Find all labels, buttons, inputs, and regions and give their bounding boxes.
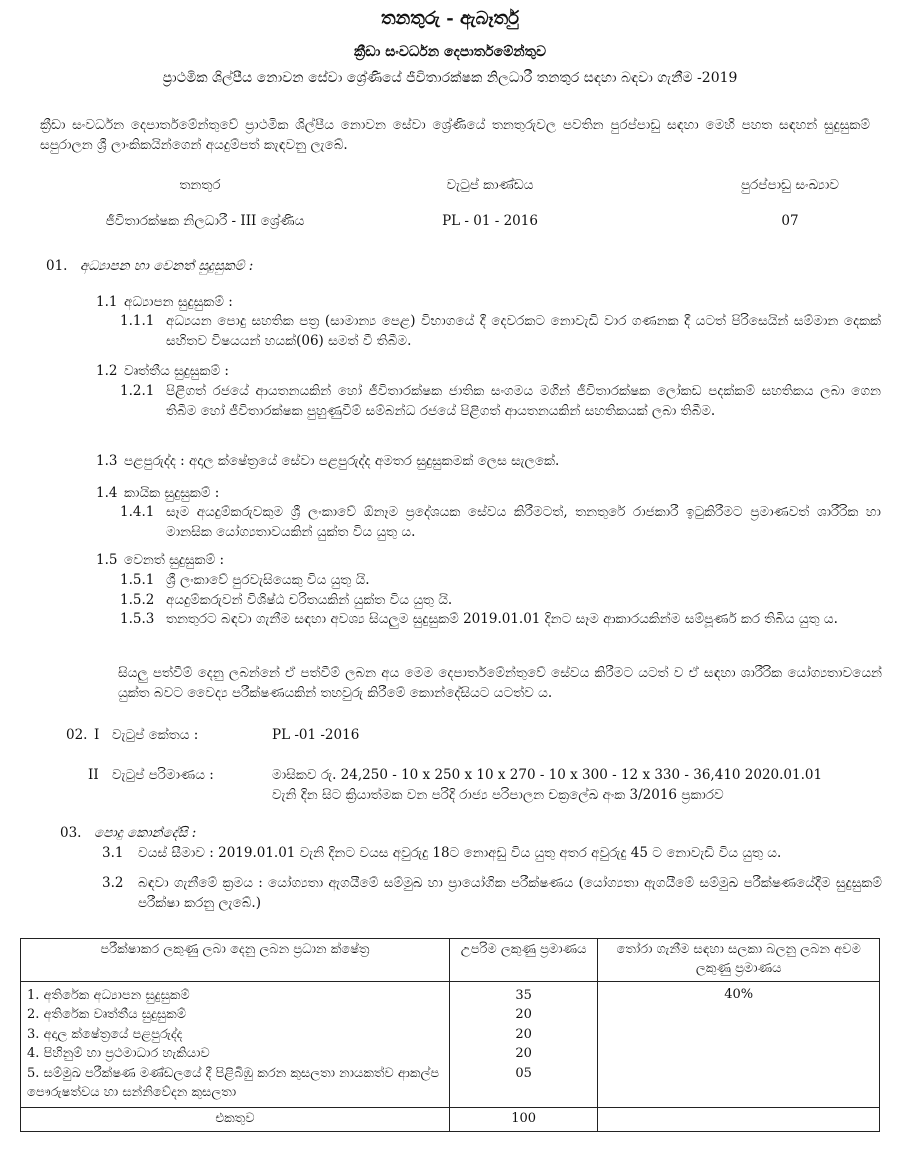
marks-area-item: 1. අතිරේක අධ්‍යාපන සුදුසුකම් xyxy=(27,987,190,1003)
marks-header-area: පරීක්ෂාකර ලකුණු ලබා දෙනු ලබන ප්‍රධාන ක්ෂේත්‍ර xyxy=(21,939,450,982)
page-title: තනතුරු - ඇබෑර්තු xyxy=(381,8,519,29)
salary-scale-line-1: මාසිකව රු. 24,250 - 10 x 250 x 10 x 270 - 10 x 300 - 12 x 330 - 36,410 2020.01.01 xyxy=(272,767,823,783)
salary-code-value: PL -01 -2016 xyxy=(272,727,360,743)
marks-area-item: 3. අදාල ක්ෂේත්‍රයේ පළපුරුද්ද xyxy=(27,1026,183,1042)
vacancy-count-header: පුරප්පාඩු සංඛ්‍යාව xyxy=(741,177,839,193)
s141-number: 1.4.1 xyxy=(120,504,155,520)
s121-number: 1.2.1 xyxy=(120,383,155,399)
marks-areas-cell xyxy=(21,981,450,1107)
s13-number: 1.3 xyxy=(96,453,118,469)
s153-number: 1.5.3 xyxy=(120,611,155,627)
marks-total-value: 100 xyxy=(449,1107,597,1131)
marks-header-min: තෝරා ගැනීම සඳහා සලකා බලනු ලබන අවම ලකුණු ප්‍රමාණය xyxy=(598,939,880,982)
s111-number: 1.1.1 xyxy=(120,313,155,329)
marks-max-value: 35 xyxy=(515,987,532,1003)
s14-title: කායික සුදුසුකම් : xyxy=(124,485,220,501)
section-1-title: අධ්‍යාපන හා වෙනත් සුදුසුකම් : xyxy=(80,258,254,274)
marks-max-value: 05 xyxy=(515,1065,532,1081)
s15-title: වෙනත් සුදුසුකම් : xyxy=(124,552,225,568)
marks-total-empty xyxy=(598,1107,880,1131)
vacancy-count-value: 07 xyxy=(781,213,799,229)
appointment-condition: සියලු පත්වීම් දෙනු ලබන්නේ ඒ පත්වීම් ලබන අය මෙම දෙපාර්තමේන්තුවේ සේවය කිරීමට යටත් ව ඒ සඳහා ශාරීරික යෝග්‍යතාවයෙන් යුක්ත බවට වෛද්‍ය පරීක්ෂණයකින් තහවුරු කිරීමේ කොන්දේසියට යටත්ව ය. xyxy=(118,665,882,701)
s31-text: වයස් සීමාව : 2019.01.01 වැනි දිනට වයස අවුරුදු 18ට නොඅඩු විය යුතු අතර අවුරුදු 45 ට නොවැඩි විය යුතු ය. xyxy=(138,845,782,861)
marks-total-row xyxy=(21,1107,880,1131)
s12-number: 1.2 xyxy=(96,363,118,379)
s111-text: අධ්‍යයන පොදු සහතික පත්‍ර (සාමාන්‍ය පෙළ) විභාගයේ දී දෙවරකට නොවැඩි වාර ගණනක දී යටත් පිරිසෙයින් සම්මාන දෙකක් සහිතව විෂයයන් හයක්(06) සමත් වී තිබීම. xyxy=(166,313,881,349)
section-3-title: පොදු කොන්දේසි : xyxy=(94,825,197,841)
intro-paragraph: ක්‍රීඩා සංවර්ධන දෙපාර්තමේන්තුවේ ප්‍රාථමික ශිල්පීය නොවන සේවා ශ්‍රේණියේ තනතුරුවල පවතින පුරප්පාඩු සඳහා මෙහි පහත සඳහන් සුදුසුකම් සපුරාලන ශ්‍රී ලාංකිකයින්ගෙන් අයදුම්පත් කැඳවනු ලැබේ. xyxy=(40,117,870,153)
s121-text: පිළිගත් රජයේ ආයතනයකින් හෝ ජීවිතාරක්ෂක ජාතික සංගමය මගින් ජීවිතාරක්ෂක ලෝකඩ පදක්කම් සහතිකය ලබා ගෙන තිබීම හෝ ජීවිතාරක්ෂක පුහුණුවීම් සම්බන්ධ රජයේ පිළිගත් ආයතනයකින් සහතිකයක් ලබා තිබීම. xyxy=(166,383,881,419)
salary-code-label-num: I xyxy=(94,727,100,743)
s31-number: 3.1 xyxy=(102,845,124,861)
s11-number: 1.1 xyxy=(96,294,118,310)
marks-min-cell xyxy=(598,981,880,1107)
section-3-number: 03. xyxy=(60,825,82,841)
marks-max-value: 20 xyxy=(515,1046,532,1062)
s11-title: අධ්‍යාපන සුදුසුකම් : xyxy=(124,294,233,310)
marks-table xyxy=(20,938,880,1132)
s151-text: ශ්‍රී ලංකාවේ පුරවැසියෙකු විය යුතු යි. xyxy=(166,572,370,588)
s14-number: 1.4 xyxy=(96,485,118,501)
section-2-number: 02. xyxy=(66,727,88,743)
post-header: තනතුර xyxy=(179,177,221,193)
s152-text: අයදුම්කරුවන් විශිෂ්ඨ චරිතයකින් යුක්ත විය යුතු යි. xyxy=(166,592,453,608)
post-name: ජීවිතාරක්ෂක නිලධාරී - III ශ්‍රේණිය xyxy=(105,213,305,229)
s151-number: 1.5.1 xyxy=(120,572,155,588)
marks-max-value: 20 xyxy=(515,1007,532,1023)
salary-group-header: වැටුප් කාණ්ඩය xyxy=(446,177,534,193)
salary-scale-label: වැටුප් පරිමාණය : xyxy=(112,767,214,783)
section-1-number: 01. xyxy=(46,258,68,274)
marks-area-item: 4. පිහිනුම් හා ප්‍රථමාධාර හැකියාව xyxy=(27,1046,210,1062)
s141-text: සෑම අයදුම්කරුවකුම ශ්‍රී ලංකාවේ ඕනෑම ප්‍රදේශයක සේවය කිරීමටත්, තනතුරේ රාජකාරී ඉටුකිරීමට ප්‍රමාණවත් ශාරීරික හා මානසික යෝග්‍යතාවයකින් යුක්ත විය යුතු ය. xyxy=(166,504,881,540)
marks-table-body-row xyxy=(21,981,880,1107)
marks-area-item: 2. අතිරේක වෘත්තීය සුදුසුකම් xyxy=(27,1007,187,1023)
s32-number: 3.2 xyxy=(102,875,124,891)
s15-number: 1.5 xyxy=(96,552,118,568)
s152-number: 1.5.2 xyxy=(120,592,155,608)
department-name: ක්‍රීඩා සංවර්ධන දෙපාර්තමේන්තුව xyxy=(353,44,547,60)
marks-max-cell xyxy=(449,981,597,1107)
salary-code-label: වැටුප් කේතය : xyxy=(112,727,199,743)
salary-group-value: PL - 01 - 2016 xyxy=(442,213,538,229)
marks-table-header-row xyxy=(21,939,880,982)
notice-subtitle: ප්‍රාථමික ශිල්පීය නොවන සේවා ශ්‍රේණියේ ජීවිතාරක්ෂක නිලධාරී තනතුර සඳහා බඳවා ගැනීම -2019 xyxy=(162,70,738,86)
s153-text: තනතුරට බඳවා ගැනීම සඳහා අවශ්‍ය සියලුම සුදුසුකම් 2019.01.01 දිනට සෑම ආකාරයකින්ම සම්පූර්ණ කර තිබිය යුතු ය. xyxy=(166,611,838,627)
s12-title: වෘත්තීය සුදුසුකම් : xyxy=(124,363,229,379)
s32-text: බඳවා ගැනීමේ ක්‍රමය : යෝග්‍යතා ඇගයීමේ සම්මුඛ හා ප්‍රායෝගික පරීක්ෂණය (යෝග්‍යතා ඇගයීමේ සම්මුඛ පරීක්ෂණයේදීම සුදුසුකම් පරීක්ෂා කරනු ලැබේ.) xyxy=(138,875,882,911)
s13-text: පළපුරුද්ද : අදාල ක්ෂේත්‍රයේ සේවා පළපුරුද්ද අමතර සුදුසුකමක් ලෙස සැලකේ. xyxy=(124,453,560,469)
marks-min-value: 40% xyxy=(724,986,754,1002)
marks-max-value: 20 xyxy=(515,1026,532,1042)
salary-scale-label-num: II xyxy=(88,767,99,783)
salary-scale-line-2: වැනි දින සිට ක්‍රියාත්මක වන පරිදි රාජ්‍ය පරිපාලන චක්‍රලේඛ අංක 3/2016 ප්‍රකාරව xyxy=(272,787,724,803)
marks-area-item: 5. සම්මුඛ පරීක්ෂණ මණ්ඩලයේ දී පිළිබිඹු කරන කුසලතා නායකත්ව ආකල්ප පෞරුෂත්වය හා සන්නිවේදන කුසලතා xyxy=(27,1065,440,1101)
marks-total-label: එකතුව xyxy=(21,1107,450,1131)
marks-header-max: උපරිම ලකුණු ප්‍රමාණය xyxy=(449,939,597,982)
